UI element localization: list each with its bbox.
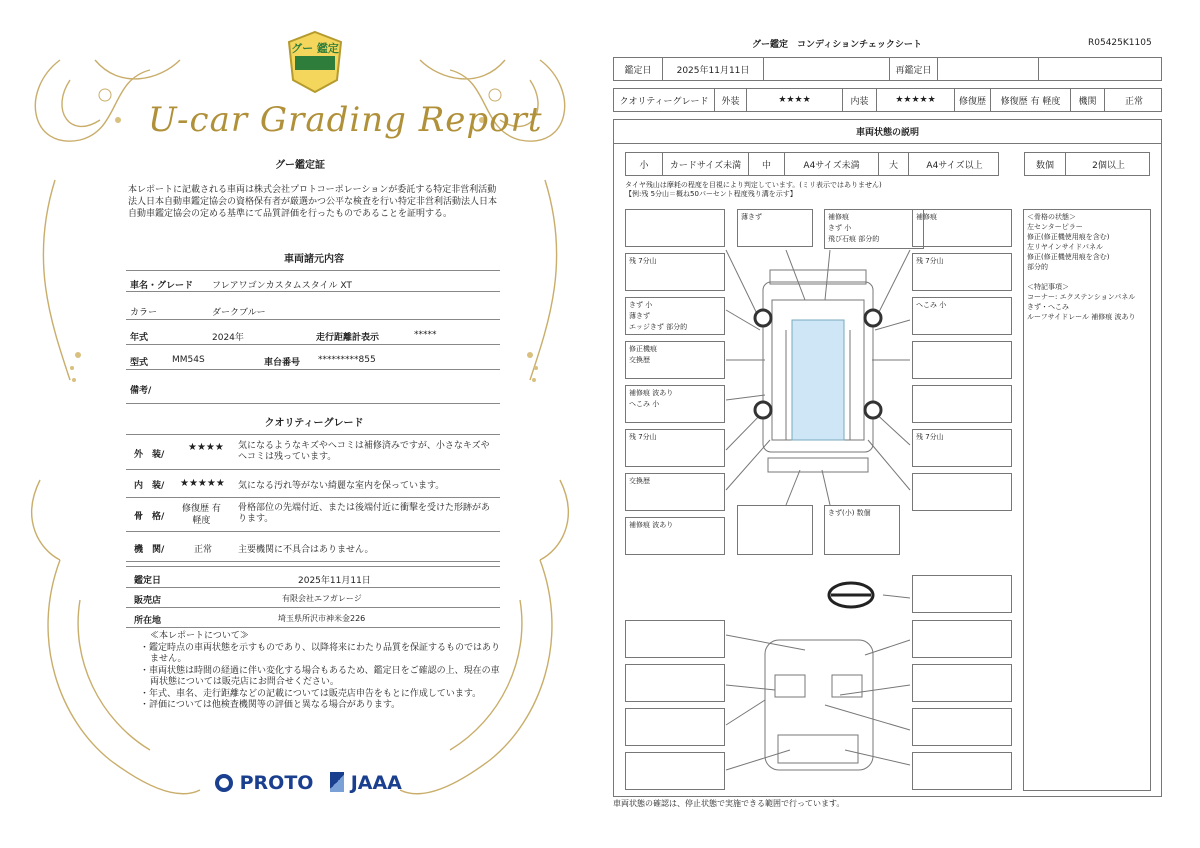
size-mid-desc: A4サイズ未満: [784, 153, 878, 175]
model-row: [126, 348, 500, 370]
size-small: 小: [639, 160, 649, 171]
damage-box: 補修痕 きず 小 飛び石痕 部分的: [824, 209, 924, 249]
report-title: U-car Grading Report: [148, 100, 543, 140]
interior-box: [912, 575, 1012, 613]
damage-box: 残 7分山: [912, 253, 1012, 291]
condition-check-sheet: [600, 0, 1200, 848]
damage-box: 補修痕: [912, 209, 1012, 247]
engine-value: 正常: [194, 545, 213, 555]
engine-label: 機関: [1070, 89, 1104, 111]
frame-notes: ＜骨格の状態＞ 左センターピラー 修正(修正機使用痕を含む) 左リヤインサイドパネル 修正(修正機使用痕を含む) 部分的 ＜特記事項＞ コーナー: エクステンションパネル きず・へこみ ルーフサイドレール 補修痕 波あり: [1023, 209, 1151, 791]
interior-label: 内装: [842, 89, 876, 111]
year-value: 2024年: [212, 333, 244, 343]
sheet-title: グー鑑定 コンディションチェックシート: [752, 40, 922, 50]
proto-logo-text: PROTO: [239, 772, 314, 794]
dealer-row: [126, 588, 500, 608]
certificate-intro: 本レポートに記載される車両は株式会社プロトコーポレーションが委託する特定非営利活動法人日本自動車鑑定協会の資格保有者が厳選かつ公平な検査を行い特定非営利活動法人日本自動車鑑定協会の定める基準にて品質評価を行ったものであることを証明する。: [128, 185, 498, 219]
frame-value: 修復歴 有 軽度: [182, 504, 221, 526]
interior-row: [126, 470, 500, 498]
interior-box: [912, 620, 1012, 658]
exterior-stars: ★★★★: [188, 442, 224, 453]
interior-box: [912, 664, 1012, 702]
about-item: ・鑑定時点の車両状態を示すものであり、以降将来にわたり品質を保証するものではありません。: [140, 642, 501, 664]
vehicle-value: フレアワゴンカスタムスタイル XT: [212, 281, 352, 291]
dealer-label: 販売店: [134, 596, 162, 606]
interior-box: [625, 752, 725, 790]
exterior-label: 外 装/: [134, 450, 165, 460]
interior-box: [912, 752, 1012, 790]
year-label: 年式: [130, 333, 149, 343]
grade-label: クオリティーグレード: [619, 96, 709, 107]
damage-box: 補修痕 波あり へこみ 小: [625, 385, 725, 423]
date-label: 鑑定日: [624, 65, 652, 76]
damage-box: [912, 341, 1012, 379]
proto-logo-icon: [215, 774, 233, 792]
size-small-desc: カードサイズ未満: [662, 153, 748, 175]
model-value: MM54S: [172, 355, 205, 365]
damage-box: 交換歴: [625, 473, 725, 511]
size-mid: 中: [748, 153, 784, 175]
engine-row: [126, 532, 500, 562]
chassis-label: 車台番号: [264, 358, 301, 368]
interior-stars: ★★★★★: [876, 89, 954, 111]
model-label: 型式: [130, 358, 149, 368]
repair-label: 修復歴: [954, 89, 990, 111]
interior-desc: 気になる汚れ等がない綺麗な室内を保っています。: [238, 481, 445, 491]
damage-box: [912, 385, 1012, 423]
sheet-footer: 車両状態の確認は、停止状態で実施できる範囲で行っています。: [613, 799, 845, 808]
jaaa-logo-icon: [330, 772, 344, 792]
logo-area: [215, 772, 402, 794]
interior-box: [625, 708, 725, 746]
color-label: カラー: [130, 308, 158, 318]
interior-box: [625, 664, 725, 702]
vehicle-label: 車名・グレード: [130, 281, 194, 291]
damage-box: きず 小 薄きず エッジきず 部分的: [625, 297, 725, 335]
remarks-row: [126, 376, 500, 404]
certificate-subtitle: グー鑑定証: [275, 160, 325, 171]
damage-box: [625, 209, 725, 247]
count-desc: 2個以上: [1065, 153, 1151, 175]
address-label: 所在地: [134, 616, 162, 626]
size-large-desc: A4サイズ以上: [908, 153, 1000, 175]
date-value: 2025年11月11日: [662, 58, 763, 80]
engine-desc: 主要機関に不具合はありません。: [238, 545, 374, 555]
damage-box: 修正機痕 交換歴: [625, 341, 725, 379]
reinspect-label: 再鑑定日: [889, 58, 937, 80]
damage-box: 残 7分山: [625, 253, 725, 291]
exterior-label: 外装: [714, 89, 746, 111]
damage-box: きず(小) 数個: [824, 505, 900, 555]
color-value: ダークブルー: [212, 308, 266, 318]
frame-desc: 骨格部位の先端付近、または後端付近に衝撃を受けた形跡があります。: [238, 503, 491, 524]
interior-box: [625, 620, 725, 658]
about-item: ・年式、車名、走行距離などの記載については販売店申告をもとに作成しています。: [140, 688, 482, 699]
about-notes: [140, 631, 500, 712]
damage-box: 補修痕 波あり: [625, 517, 725, 555]
jaaa-logo-text: JAAA: [350, 772, 402, 794]
damage-box: へこみ 小: [912, 297, 1012, 335]
vehicle-row: [126, 270, 500, 292]
address-row: [126, 608, 500, 628]
interior-box: [912, 708, 1012, 746]
about-item: ・車両状態は時間の経過に伴い変化する場合もあるため、鑑定日をご確認の上、現在の車両状態については販売店にお問合せください。: [140, 665, 500, 687]
exterior-row: [126, 434, 500, 470]
chassis-value: *********855: [318, 355, 376, 365]
tire-note: タイヤ残山は摩耗の程度を目視により判定しています。(ミリ表示ではありません): [625, 181, 882, 189]
goo-badge: [285, 30, 345, 94]
date-label: 鑑定日: [134, 576, 162, 586]
damage-box: 残 7分山: [625, 429, 725, 467]
tire-example: 【例:残 5分山＝概ね50パーセント程度残り溝を示す】: [625, 190, 797, 198]
about-item: ・評価については他検査機関等の評価と異なる場合があります。: [140, 700, 401, 710]
color-row: [126, 298, 500, 320]
exterior-desc: 気になるようなキズやヘコミは補修済みですが、小さなキズやヘコミは残っています。: [238, 441, 490, 462]
interior-stars: ★★★★★: [180, 478, 225, 489]
size-large: 大: [878, 153, 908, 175]
damage-box: 残 7分山: [912, 429, 1012, 467]
dealer-value: 有限会社エフガレージ: [282, 594, 362, 603]
damage-box: [912, 473, 1012, 511]
badge-text: グー 鑑定: [291, 42, 339, 55]
interior-label: 内 装/: [134, 481, 165, 491]
grade-heading: クオリティーグレード: [264, 418, 364, 429]
date-row: [126, 566, 500, 588]
mileage-value: *****: [414, 330, 437, 340]
date-value: 2025年11月11日: [298, 576, 371, 586]
exterior-stars: ★★★★: [746, 89, 842, 111]
frame-label: 骨 格/: [134, 512, 165, 522]
count-label: 数個: [1035, 160, 1054, 171]
repair-value: 修復歴 有 軽度: [990, 89, 1070, 111]
specs-heading: 車両諸元内容: [284, 254, 344, 265]
doc-id: R05425K1105: [1088, 38, 1152, 48]
engine-value: 正常: [1104, 89, 1163, 111]
frame-row: [126, 498, 500, 532]
mileage-label: 走行距離計表示: [316, 333, 380, 343]
explain-heading: 車両状態の説明: [614, 120, 1161, 144]
remarks-label: 備考/: [130, 386, 152, 396]
damage-box: [737, 505, 813, 555]
about-heading: ≪本レポートについて≫: [150, 631, 249, 641]
address-value: 埼玉県所沢市神米金226: [278, 614, 366, 623]
engine-label: 機 関/: [134, 545, 165, 555]
year-row: [126, 323, 500, 345]
damage-box: 薄きず: [737, 209, 813, 247]
